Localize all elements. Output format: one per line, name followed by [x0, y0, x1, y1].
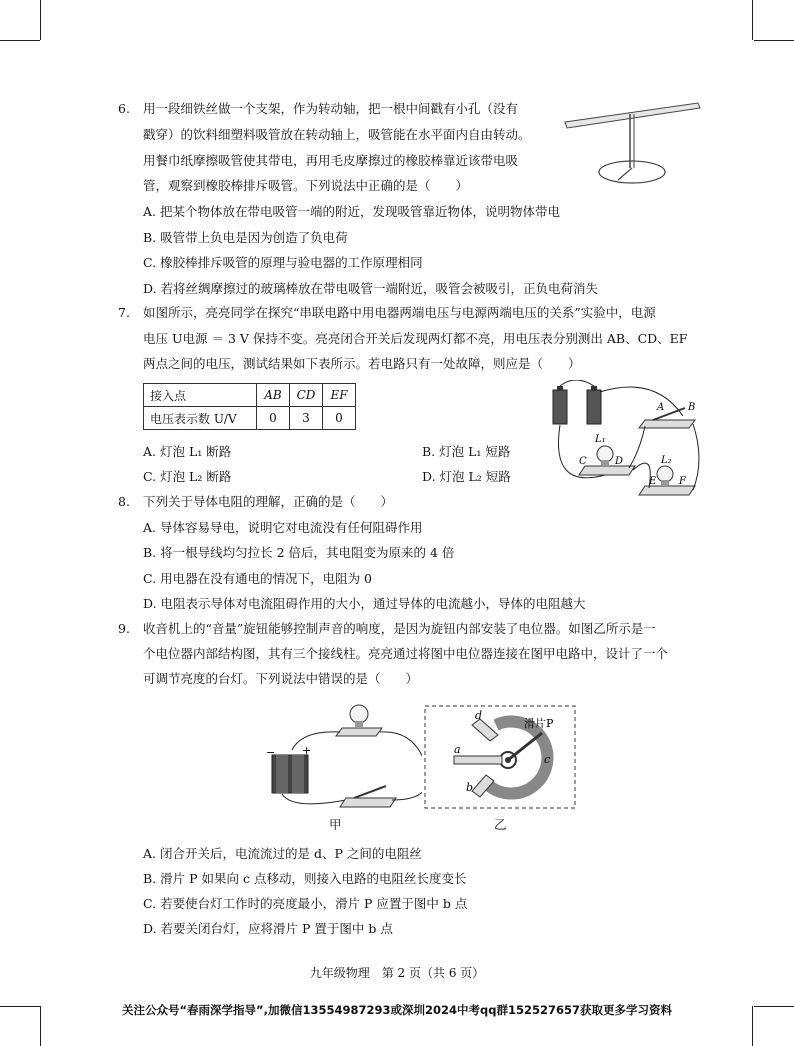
minus-sign: − [266, 746, 276, 759]
potentiometer-figure [424, 705, 576, 809]
promo-notice: 关注公众号“春雨深学指导”,加微信13554987293或深圳2024中考qq群152527657获取更多学习资料 [122, 1003, 672, 1017]
question-number: 9. [118, 621, 130, 636]
series-circuit-figure [545, 380, 705, 510]
label-a: A [657, 402, 665, 413]
plus-sign: + [302, 744, 312, 757]
question-number: 7. [118, 305, 130, 320]
table-cell: 0 [323, 407, 356, 430]
option-b: B. 灯泡 L₁ 短路 [422, 444, 511, 459]
table-header: EF [323, 384, 356, 407]
label-b: b [466, 781, 474, 794]
label-c: c [544, 753, 551, 766]
label-l2: L₂ [661, 455, 672, 466]
option-a: A. 灯泡 L₁ 断路 [143, 444, 232, 459]
question-text: 电压 U电源 ＝ 3 V 保持不变。亮亮闭合开关后发现两灯都不亮，用电压表分别测出 AB、CD、EF [143, 331, 688, 346]
question-text: 管，观察到橡胶棒排斥吸管。下列说法中正确的是（ ） [143, 178, 469, 193]
option-c: C. 若要使台灯工作时的亮度最小，滑片 P 应置于图中 b 点 [143, 896, 468, 911]
option-d: D. 灯泡 L₂ 短路 [422, 469, 511, 484]
question-text: 可调节亮度的台灯。下列说法中错误的是（ ） [143, 671, 419, 686]
table-cell: 0 [257, 407, 290, 430]
table-header: CD [290, 384, 323, 407]
crop-mark [754, 40, 794, 41]
option-d: D. 若要关闭台灯，应将滑片 P 置于图中 b 点 [143, 921, 393, 936]
option-a: A. 把某个物体放在带电吸管一端的附近，发现吸管靠近物体，说明物体带电 [143, 204, 560, 219]
label-a: a [454, 743, 461, 756]
question-text: 个电位器内部结构图，其有三个接线柱。亮亮通过将图中电位器连接在图甲电路中，设计了一个 [143, 646, 669, 661]
label-e: E [649, 476, 657, 487]
crop-mark [0, 40, 40, 41]
crop-mark [752, 0, 753, 40]
lamp-circuit-figure [262, 700, 422, 815]
page-footer: 九年级物理 第 2 页（共 6 页） [309, 966, 485, 980]
label-f: F [679, 476, 686, 487]
question-text: 戳穿）的饮料细塑料吸管放在转动轴上，吸管能在水平面内自由转动。 [143, 127, 531, 142]
question-text: 如图所示，亮亮同学在探究“串联电路中用电器两端电压与电源两端电压的关系”实验中，电源 [143, 305, 656, 320]
option-c: C. 橡胶棒排斥吸管的原理与验电器的工作原理相同 [143, 255, 423, 270]
label-d: D [615, 456, 624, 467]
option-d: D. 电阻表示导体对电流阻碍作用的大小，通过导体的电流越小，导体的电阻越大 [143, 596, 586, 611]
question-text: 两点之间的电压，测试结果如下表所示。若电路只有一处故障，则应是（ ） [143, 356, 581, 371]
question-text: 用餐巾纸摩擦吸管使其带电，再用毛皮摩擦过的橡胶棒靠近该带电吸 [143, 153, 519, 168]
question-text: 收音机上的“音量”旋钮能够控制声音的响度，是因为旋钮内部安装了电位器。如图乙所示是一 [143, 621, 656, 636]
option-a: A. 导体容易导电，说明它对电流没有任何阻碍作用 [143, 520, 423, 535]
question-text: 下列关于导体电阻的理解，正确的是（ ） [143, 494, 394, 509]
label-b: B [688, 402, 696, 413]
label-d: d [475, 709, 483, 722]
slider-label: 滑片P [524, 717, 554, 730]
voltage-table [143, 383, 356, 430]
question-number: 8. [118, 494, 130, 509]
label-l1: L₁ [595, 434, 606, 445]
crop-mark [40, 0, 41, 40]
option-c: C. 用电器在没有通电的情况下，电阻为 0 [143, 571, 372, 586]
question-number: 6. [118, 101, 130, 116]
table-cell: 3 [290, 407, 323, 430]
option-d: D. 若将丝绸摩擦过的玻璃棒放在带电吸管一端附近，吸管会被吸引，正负电荷消失 [143, 281, 599, 296]
option-c: C. 灯泡 L₂ 断路 [143, 469, 232, 484]
figure-caption-yi: 乙 [494, 817, 507, 832]
question-text: 用一段细铁丝做一个支架，作为转动轴，把一根中间戳有小孔（没有 [143, 101, 519, 116]
option-a: A. 闭合开关后，电流流过的是 d、P 之间的电阻丝 [143, 846, 422, 861]
table-header: AB [257, 384, 290, 407]
figure-caption-jia: 甲 [329, 817, 342, 832]
option-b: B. 滑片 P 如果向 c 点移动，则接入电路的电阻丝长度变长 [143, 871, 467, 886]
table-header: 接入点 [144, 384, 257, 407]
option-b: B. 吸管带上负电是因为创造了负电荷 [143, 230, 348, 245]
option-b: B. 将一根导线均匀拉长 2 倍后，其电阻变为原来的 4 倍 [143, 545, 455, 560]
label-c: C [579, 456, 587, 467]
table-row-label: 电压表示数 U/V [144, 407, 257, 430]
straw-stand-figure [560, 100, 705, 195]
